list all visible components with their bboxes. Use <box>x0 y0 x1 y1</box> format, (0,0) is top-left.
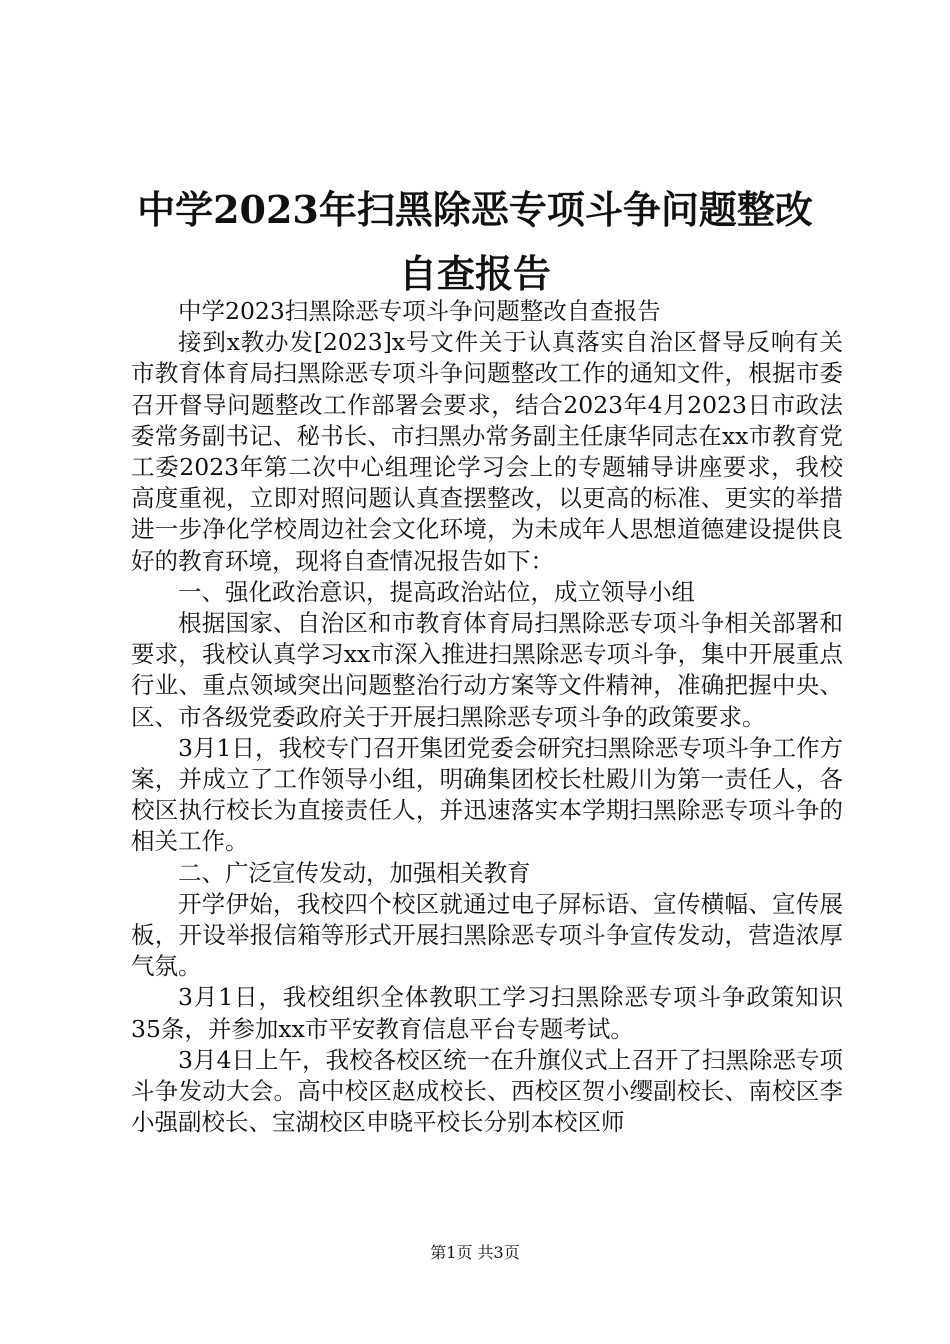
paragraph-subtitle: 中学2023扫黑除恶专项斗争问题整改自查报告 <box>178 297 661 325</box>
paragraph-section-2-b: 3月1日，我校组织全体教职工学习扫黑除恶专项斗争政策知识35条，并参加xx市平安教育信息平台专题考试。 <box>131 983 843 1043</box>
document-title: 中学2023年扫黑除恶专项斗争问题整改自查报告 <box>137 187 813 296</box>
section-heading-2: 二、广泛宣传发动，加强相关教育 <box>178 858 531 887</box>
page-footer: 第1页 共3页 <box>430 1243 520 1262</box>
paragraph-section-1-a: 根据国家、自治区和市教育体育局扫黑除恶专项斗争相关部署和要求，我校认真学习xx市深入推进扫黑除恶专项斗争，集中开展重点行业、重点领域突出问题整治行动方案等文件精神，准确把握中央、区、市各级党委政府关于开展扫黑除恶专项斗争的政策要求。 <box>131 609 843 731</box>
document-body <box>131 296 843 1138</box>
paragraph-section-1-b: 3月1日，我校专门召开集团党委会研究扫黑除恶专项斗争工作方案，并成立了工作领导小组，明确集团校长杜殿川为第一责任人，各校区执行校长为直接责任人，并迅速落实本学期扫黑除恶专项斗争的相关工作。 <box>131 733 843 856</box>
section-heading-1: 一、强化政治意识，提高政治站位，成立领导小组 <box>178 577 695 606</box>
paragraph-section-2-a: 开学伊始，我校四个校区就通过电子屏标语、宣传横幅、宣传展板，开设举报信箱等形式开展扫黑除恶专项斗争宣传发动，营造浓厚气氛。 <box>131 889 843 981</box>
paragraph-section-2-c: 3月4日上午，我校各校区统一在升旗仪式上召开了扫黑除恶专项斗争发动大会。高中校区赵成校长、西校区贺小缨副校长、南校区李小强副校长、宝湖校区申晓平校长分别本校区师 <box>131 1045 843 1137</box>
paragraph-intro: 接到x教办发[2023]x号文件关于认真落实自治区督导反响有关市教育体育局扫黑除恶专项斗争问题整改工作的通知文件，根据市委召开督导问题整改工作部署会要求，结合2023年4月2023日市政法委常务副书记、秘书长、市扫黑办常务副主任康华同志在xx市教育党工委2023年第二次中心组理论学习会上的专题辅导讲座要求，我校高度重视，立即对照问题认真查摆整改，以更高的标准、更实的举措进一步净化学校周边社会文化环境，为未成年人思想道德建设提供良好的教育环境，现将自查情况报告如下： <box>131 328 843 575</box>
